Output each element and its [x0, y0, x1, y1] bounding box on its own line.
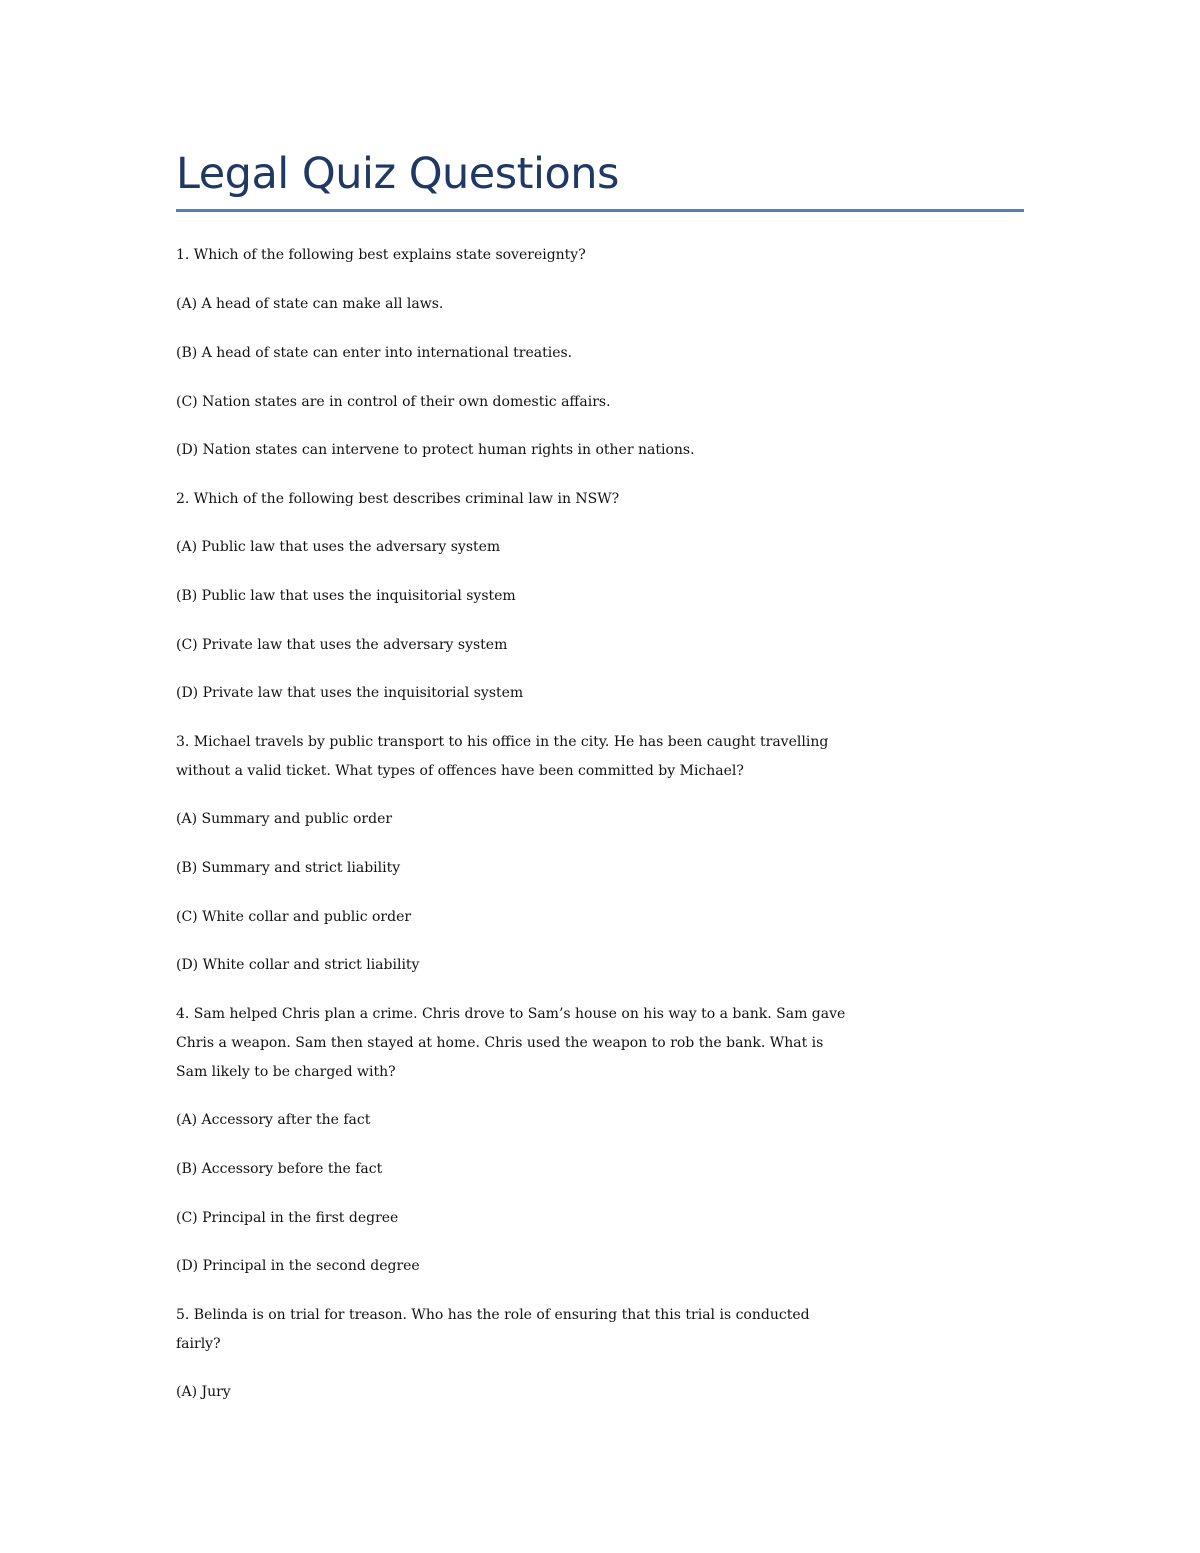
question-3-text-line-2: without a valid ticket. What types of offences have been committed by Michael?	[176, 763, 744, 779]
question-4-option-d: (D) Principal in the second degree	[176, 1258, 420, 1274]
question-4-option-a: (A) Accessory after the fact	[176, 1112, 371, 1128]
page-title: Legal Quiz Questions	[176, 149, 619, 199]
question-4-option-b: (B) Accessory before the fact	[176, 1161, 383, 1177]
question-1-option-b: (B) A head of state can enter into international treaties.	[176, 345, 573, 361]
title-underline	[176, 209, 1024, 212]
question-3-option-c: (C) White collar and public order	[176, 909, 412, 925]
question-1-option-c: (C) Nation states are in control of their own domestic affairs.	[176, 394, 611, 410]
question-3-option-b: (B) Summary and strict liability	[176, 860, 401, 876]
question-4-text-line-3: Sam likely to be charged with?	[176, 1064, 396, 1080]
question-5-text-line-1: 5. Belinda is on trial for treason. Who has the role of ensuring that this trial is conducted	[176, 1307, 810, 1323]
question-3-option-d: (D) White collar and strict liability	[176, 957, 420, 973]
question-2-option-d: (D) Private law that uses the inquisitorial system	[176, 685, 524, 701]
question-4-text-line-1: 4. Sam helped Chris plan a crime. Chris drove to Sam’s house on his way to a bank. Sam gave	[176, 1006, 846, 1022]
question-3-text-line-1: 3. Michael travels by public transport to his office in the city. He has been caught travelling	[176, 734, 829, 750]
question-2-text: 2. Which of the following best describes criminal law in NSW?	[176, 491, 620, 507]
question-1-option-a: (A) A head of state can make all laws.	[176, 296, 444, 312]
question-2-option-c: (C) Private law that uses the adversary system	[176, 637, 508, 653]
question-5-text-line-2: fairly?	[176, 1336, 221, 1352]
question-5-option-a: (A) Jury	[176, 1384, 231, 1400]
question-4-option-c: (C) Principal in the first degree	[176, 1210, 399, 1226]
question-4-text-line-2: Chris a weapon. Sam then stayed at home. Chris used the weapon to rob the bank. What is	[176, 1035, 824, 1051]
question-1-text: 1. Which of the following best explains state sovereignty?	[176, 247, 586, 263]
question-2-option-a: (A) Public law that uses the adversary system	[176, 539, 501, 555]
question-1-option-d: (D) Nation states can intervene to protect human rights in other nations.	[176, 442, 695, 458]
question-3-option-a: (A) Summary and public order	[176, 811, 393, 827]
question-2-option-b: (B) Public law that uses the inquisitorial system	[176, 588, 516, 604]
